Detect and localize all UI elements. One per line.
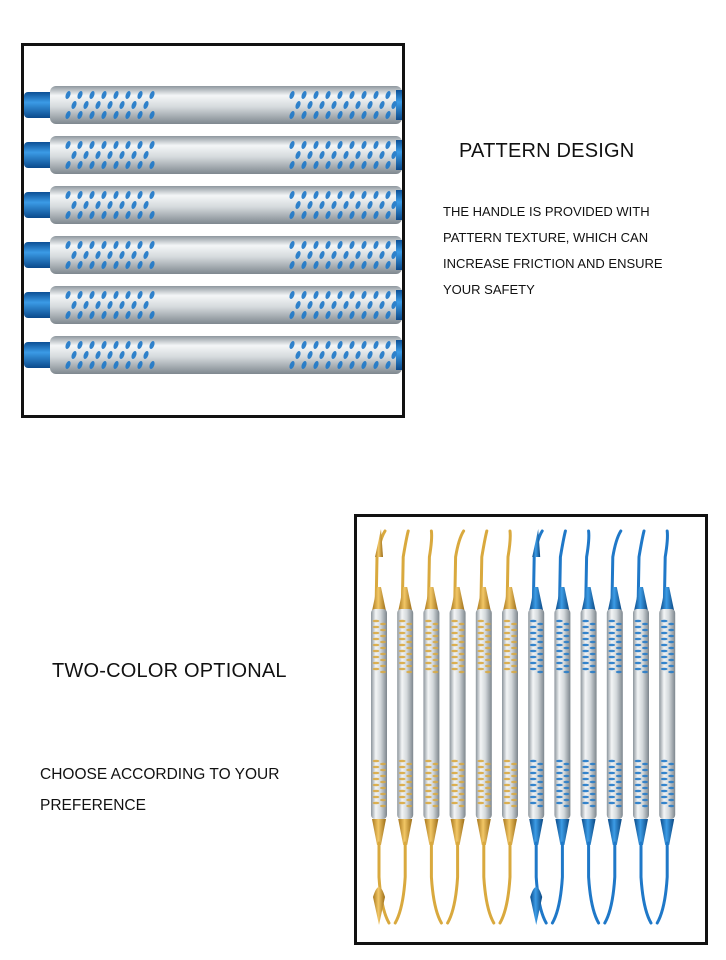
two-color-description [40,759,279,821]
gold-instrument [423,531,441,923]
pattern-design-title: PATTERN DESIGN [459,140,635,162]
gold-instrument [448,531,466,923]
two-color-optional-title: TWO-COLOR OPTIONAL [52,660,287,682]
description-line: INCREASE FRICTION AND ENSURE [443,256,663,271]
gold-instrument [395,531,413,923]
blue-instrument [605,531,623,923]
blue-instrument [633,531,651,923]
handle [24,286,402,324]
handle [24,86,402,124]
blue-instrument [581,531,599,923]
instrument-set-photo [354,514,708,945]
blue-instrument [528,529,546,925]
handle [24,336,402,374]
gold-instrument [476,531,494,923]
instrument-set-illustration [357,517,705,942]
gold-instrument [371,529,389,925]
handle-pattern-photo [21,43,405,418]
handle-pattern-illustration [24,46,402,415]
blue-instrument [657,531,675,923]
pattern-design-description [443,199,663,303]
handle [24,236,402,274]
description-line: PREFERENCE [40,797,146,814]
blue-instrument [552,531,570,923]
handle [24,136,402,174]
gold-instrument [500,531,518,923]
description-line: PATTERN TEXTURE, WHICH CAN [443,230,649,245]
description-line: CHOOSE ACCORDING TO YOUR [40,766,280,783]
description-line: THE HANDLE IS PROVIDED WITH [443,204,650,219]
handle [24,186,402,224]
description-line: YOUR SAFETY [443,282,535,297]
